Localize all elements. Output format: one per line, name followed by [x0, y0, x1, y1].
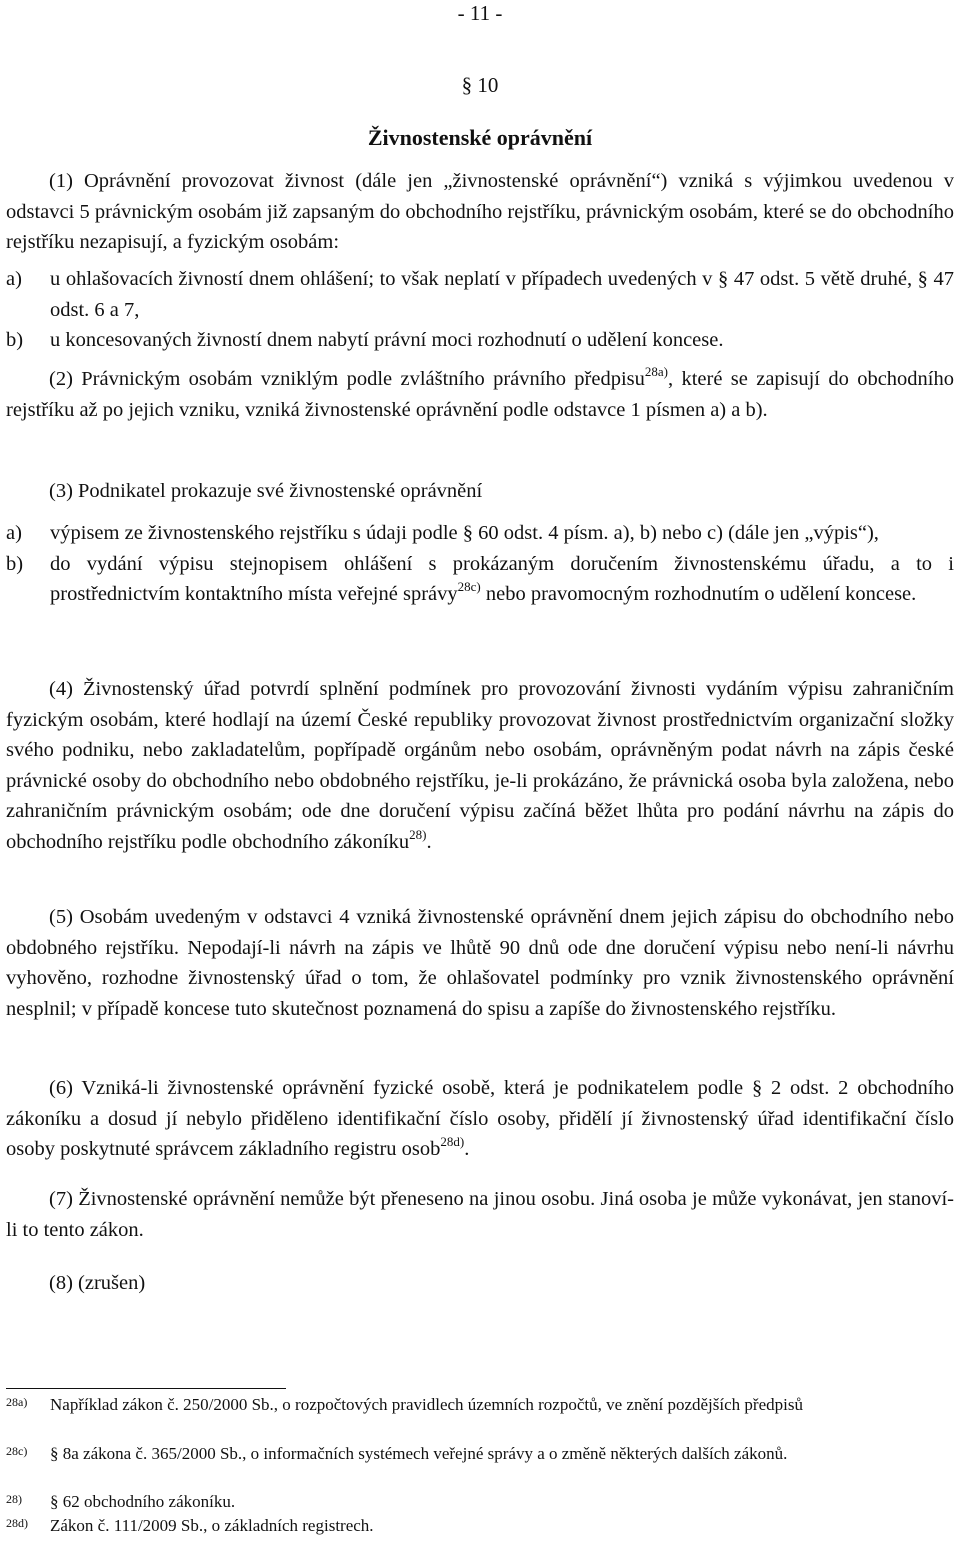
paragraph-1-intro: (1) Oprávnění provozovat živnost (dále jen „živnostenské oprávnění“) vzniká s výjimkou uvedenou v odstavci 5 právnickým osobám již zapsaným do obchodního rejstříku, právnickým osobám, které se do obchodního rejstříku nezapisují, a fyzickým osobám: [6, 170, 954, 254]
page-number: - 11 - [457, 1, 503, 25]
paragraph-2 [6, 364, 954, 425]
paragraph-5 [6, 902, 954, 1024]
list-item-text: 47 odst. 6 a 7, [50, 268, 954, 321]
footnote-mark: 28a) [6, 1395, 28, 1409]
paragraph-6-text: (6) Vzniká-li živnostenské oprávnění fyzické osobě, která je podnikatelem podle [49, 1077, 752, 1099]
list-item-label: a) [6, 522, 22, 544]
list-item-text: 60 odst. 4 písm. a), b) nebo c) (dále jen „výpis“), [473, 522, 879, 544]
section-sign: § [462, 522, 474, 544]
section-title: Živnostenské oprávnění [367, 125, 593, 150]
list-item-text: u ohlašovacích živností dnem ohlášení; to však neplatí v případech uvedených v [50, 268, 718, 290]
footnote-divider [6, 1388, 286, 1389]
section-sign: § [461, 73, 473, 97]
list-item [6, 264, 954, 325]
paragraph-3 [6, 476, 954, 507]
paragraph-4-text: . [426, 830, 432, 853]
section-sign: § [751, 1077, 763, 1099]
paragraph-3-list [6, 518, 954, 610]
paragraph-5-text: (5) Osobám uvedeným v odstavci 4 vzniká živnostenské oprávnění dnem jejich zápisu do obchodního nebo obdobného rejstříku. Nepodají-li návrh na zápis ve lhůtě 90 dnů ode dne doručení výpisu nebo není-li návrhu vyhověno, rozhodne živnostenský úřad o tom, že ohlašovatel podmínky pro vznik živnostenského oprávnění nesplnil; v případě koncese tuto skutečnost poznamená do spisu a zapíše do živnostenského rejstříku. [6, 906, 954, 1020]
footnote-reference: 28a) [644, 364, 669, 379]
list-item-text: výpisem ze živnostenského rejstříku s údaji podle [50, 522, 463, 544]
list-item-label: a) [6, 268, 22, 290]
section-sign: § [718, 268, 729, 290]
paragraph-1-list [6, 264, 954, 356]
footnote-mark: 28c) [6, 1444, 28, 1458]
paragraph-2-text: , které se zapisují do obchodního rejstříku až po jejich vzniku, vzniká živnostenské oprávnění podle odstavce 1 písmen a) a b). [6, 368, 954, 421]
list-item-text: u koncesovaných živností dnem nabytí právní moci rozhodnutí o udělení koncese. [50, 329, 724, 352]
footnote [6, 1394, 956, 1415]
footnote [6, 1443, 956, 1464]
paragraph-6-text: . [464, 1138, 470, 1161]
footnote [6, 1515, 956, 1536]
list-item-text: nebo pravomocným rozhodnutím o udělení koncese. [480, 583, 917, 606]
list-item-text: do vydání výpisu stejnopisem ohlášení s prokázaným doručením živnostenskému úřadu, a to i prostřednictvím kontaktního místa veřejné správy [50, 552, 954, 606]
paragraph-6-text: 2 odst. 2 obchodního zákoníku a dosud jí nebylo přiděleno identifikační číslo osoby, přidělí jí živnostenský úřad identifikační číslo osoby poskytnuté správcem základního registru osob [6, 1077, 954, 1161]
paragraph-3-intro: (3) Podnikatel prokazuje své živnostenské oprávnění [49, 480, 483, 502]
footnote-text: Zákon č. 111/2009 Sb., o základních registrech. [50, 1516, 374, 1535]
footnote-mark: 28) [6, 1492, 22, 1506]
paragraph-8 [6, 1268, 954, 1299]
list-item [6, 325, 954, 356]
section-sign: § [917, 268, 928, 290]
paragraph-6 [6, 1073, 954, 1165]
list-item-label: b) [6, 552, 24, 575]
list-item [6, 549, 954, 610]
paragraph-4 [6, 674, 954, 858]
paragraph-7 [6, 1184, 954, 1245]
paragraph-1 [6, 166, 954, 258]
section-number-value: 10 [477, 73, 499, 97]
footnote-text: Například zákon č. 250/2000 Sb., o rozpočtových pravidlech územních rozpočtů, ve znění pozdějších předpisů [50, 1395, 803, 1414]
footnote-text: § 62 obchodního zákoníku. [50, 1492, 236, 1511]
list-item [6, 518, 954, 549]
footnote [6, 1491, 956, 1512]
paragraph-2-text: (2) Právnickým osobám vzniklým podle zvláštního právního předpisu [49, 368, 645, 390]
paragraph-7-text: (7) Živnostenské oprávnění nemůže být přeneseno na jinou osobu. Jiná osoba je může vykonávat, jen stanoví-li to tento zákon. [6, 1188, 954, 1241]
section-number [0, 72, 960, 98]
paragraph-4-text: (4) Živnostenský úřad potvrdí splnění podmínek pro provozování živnosti vydáním výpisu zahraničním fyzickým osobám, které hodlají na území České republiky provozovat živnost prostřednictvím organizační složky svého podniku, nebo zakladatelům, popřípadě orgánům nebo osobám, oprávněným podat návrh na zápis české právnické osoby do obchodního nebo obdobného rejstříku, je-li prokázáno, že právnická osoba byla založena, nebo zahraničním právnickým osobám; ode dne doručení výpisu začíná běžet lhůta pro podání návrhu na zápis do obchodního rejstříku podle obchodního zákoníku [6, 678, 954, 853]
footnote-reference: 28) [409, 826, 427, 842]
list-item-text: 47 odst. 5 větě druhé, [728, 268, 918, 290]
footnote-text: § 8a zákona č. 365/2000 Sb., o informačních systémech veřejné správy a o změně některých dalších zákonů. [50, 1444, 788, 1463]
paragraph-8-text: (8) (zrušen) [49, 1272, 146, 1294]
footnote-reference: 28c) [457, 579, 481, 595]
list-item-label: b) [6, 329, 24, 352]
footnote-mark: 28d) [6, 1516, 28, 1530]
footnote-reference: 28d) [440, 1134, 465, 1150]
